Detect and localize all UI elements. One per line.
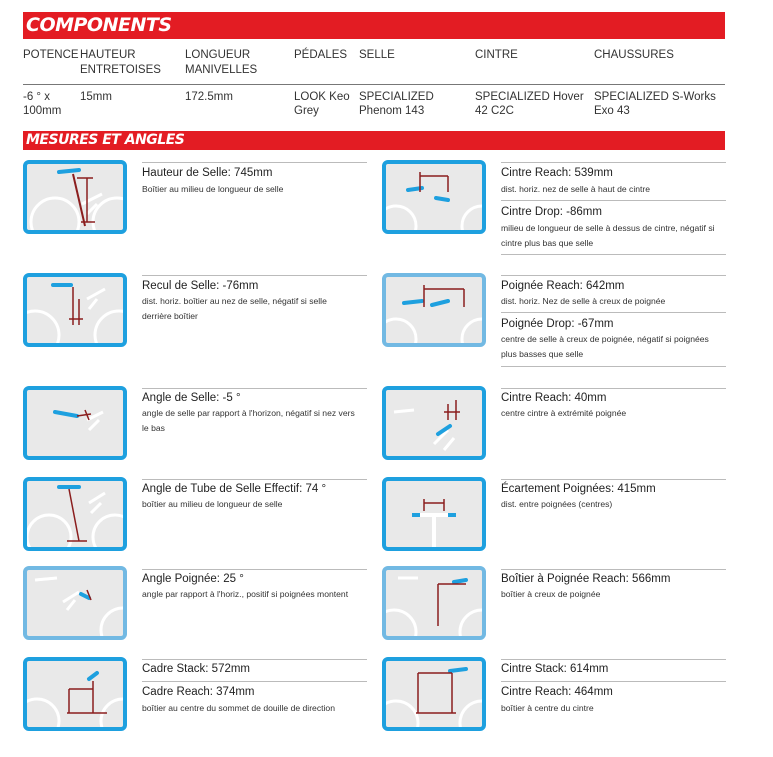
frame-stack-reach-desc: boîtier au centre du sommet de douille de direction	[142, 703, 335, 713]
bar-to-hood-reach-desc: centre cintre à extrémité poignée	[501, 408, 627, 418]
components-banner: COMPONENTS	[23, 12, 725, 39]
divider	[142, 681, 367, 682]
hood-drop-desc: centre de selle à creux de poignée, négatif si poignées plus basses que selle	[501, 334, 709, 359]
divider	[142, 569, 367, 570]
seat-tube-angle-desc: boîtier au milieu de longueur de selle	[142, 499, 283, 509]
divider	[142, 659, 367, 660]
effective-seat-tube-angle-diagram-icon	[23, 477, 127, 551]
hood-drop-title: Poignée Drop: -67mm	[501, 318, 614, 330]
divider	[501, 162, 726, 163]
divider	[501, 388, 726, 389]
bar-reach-desc: dist. horiz. nez de selle à haut de cintre	[501, 184, 651, 194]
bar-reach-title: Cintre Reach: 539mm	[501, 167, 613, 179]
header-longueur-manivelles: LONGUEUR MANIVELLES	[185, 49, 258, 76]
hood-width-desc: dist. entre poignées (centres)	[501, 499, 613, 509]
saddle-setback-diagram-icon	[23, 273, 127, 347]
bar-drop-desc: milieu de longueur de selle à dessus de cintre, négatif si cintre plus bas que selle	[501, 223, 715, 248]
value-hauteur-entretoises: 15mm	[80, 91, 112, 103]
bar-stack-reach-diagram-icon	[382, 657, 486, 731]
divider	[501, 479, 726, 480]
divider	[501, 569, 726, 570]
saddle-height-title: Hauteur de Selle: 745mm	[142, 167, 273, 179]
hood-reach-desc: dist. horiz. Nez de selle à creux de poignée	[501, 296, 666, 306]
divider	[501, 254, 726, 255]
bar-reach-2-title: Cintre Reach: 464mm	[501, 686, 613, 698]
seat-tube-angle-title: Angle de Tube de Selle Effectif: 74 °	[142, 483, 327, 495]
measures-banner: MESURES ET ANGLES	[23, 131, 725, 150]
header-cintre: CINTRE	[475, 49, 518, 61]
value-longueur-manivelles: 172.5mm	[185, 91, 233, 103]
bar-to-hood-reach-title: Cintre Reach: 40mm	[501, 392, 607, 404]
hood-width-title: Écartement Poignées: 415mm	[501, 483, 656, 495]
saddle-angle-desc: angle de selle par rapport à l'horizon, négatif si nez vers le bas	[142, 408, 355, 433]
value-selle: SPECIALIZED Phenom 143	[359, 91, 434, 117]
divider	[501, 659, 726, 660]
hood-reach-title: Poignée Reach: 642mm	[501, 280, 625, 292]
bb-to-hood-reach-desc: boîtier à creux de poignée	[501, 589, 601, 599]
value-pedales: LOOK Keo Grey	[294, 91, 350, 117]
bb-to-hood-reach-diagram-icon	[382, 566, 486, 640]
frame-stack-reach-diagram-icon	[23, 657, 127, 731]
hood-angle-diagram-icon	[23, 566, 127, 640]
bar-reach-drop-diagram-icon	[382, 160, 486, 234]
saddle-setback-desc: dist. horiz. boîtier au nez de selle, négatif si selle derrière boîtier	[142, 296, 327, 321]
header-chaussures: CHAUSSURES	[594, 49, 674, 61]
frame-stack-title: Cadre Stack: 572mm	[142, 663, 251, 675]
hood-reach-drop-diagram-icon	[382, 273, 486, 347]
saddle-angle-diagram-icon	[23, 386, 127, 460]
bar-drop-title: Cintre Drop: -86mm	[501, 206, 602, 218]
divider	[142, 388, 367, 389]
divider	[501, 312, 726, 313]
value-potence: -6 ° x 100mm	[23, 91, 62, 117]
header-hauteur-entretoises: HAUTEUR ENTRETOISES	[80, 49, 161, 76]
bar-to-hood-reach-diagram-icon	[382, 386, 486, 460]
header-potence: POTENCE	[23, 49, 79, 61]
bar-stack-reach-desc: boîtier à centre du cintre	[501, 703, 594, 713]
bb-to-hood-reach-title: Boîtier à Poignée Reach: 566mm	[501, 573, 671, 585]
divider	[501, 681, 726, 682]
divider	[501, 200, 726, 201]
header-pedales: PÉDALES	[294, 49, 348, 61]
saddle-height-desc: Boîtier au milieu de longueur de selle	[142, 184, 284, 194]
hood-angle-title: Angle Poignée: 25 °	[142, 573, 244, 585]
hood-width-diagram-icon	[382, 477, 486, 551]
frame-reach-title: Cadre Reach: 374mm	[142, 686, 255, 698]
header-selle: SELLE	[359, 49, 395, 61]
divider	[142, 162, 367, 163]
divider	[142, 479, 367, 480]
saddle-angle-title: Angle de Selle: -5 °	[142, 392, 241, 404]
saddle-height-diagram-icon	[23, 160, 127, 234]
divider	[501, 275, 726, 276]
saddle-setback-title: Recul de Selle: -76mm	[142, 280, 259, 292]
bar-stack-title: Cintre Stack: 614mm	[501, 663, 609, 675]
value-cintre: SPECIALIZED Hover 42 C2C	[475, 91, 584, 117]
divider	[501, 366, 726, 367]
components-divider	[23, 84, 725, 85]
divider	[142, 275, 367, 276]
hood-angle-desc: angle par rapport à l'horiz., positif si poignées montent	[142, 589, 349, 599]
value-chaussures: SPECIALIZED S-Works Exo 43	[594, 91, 716, 117]
